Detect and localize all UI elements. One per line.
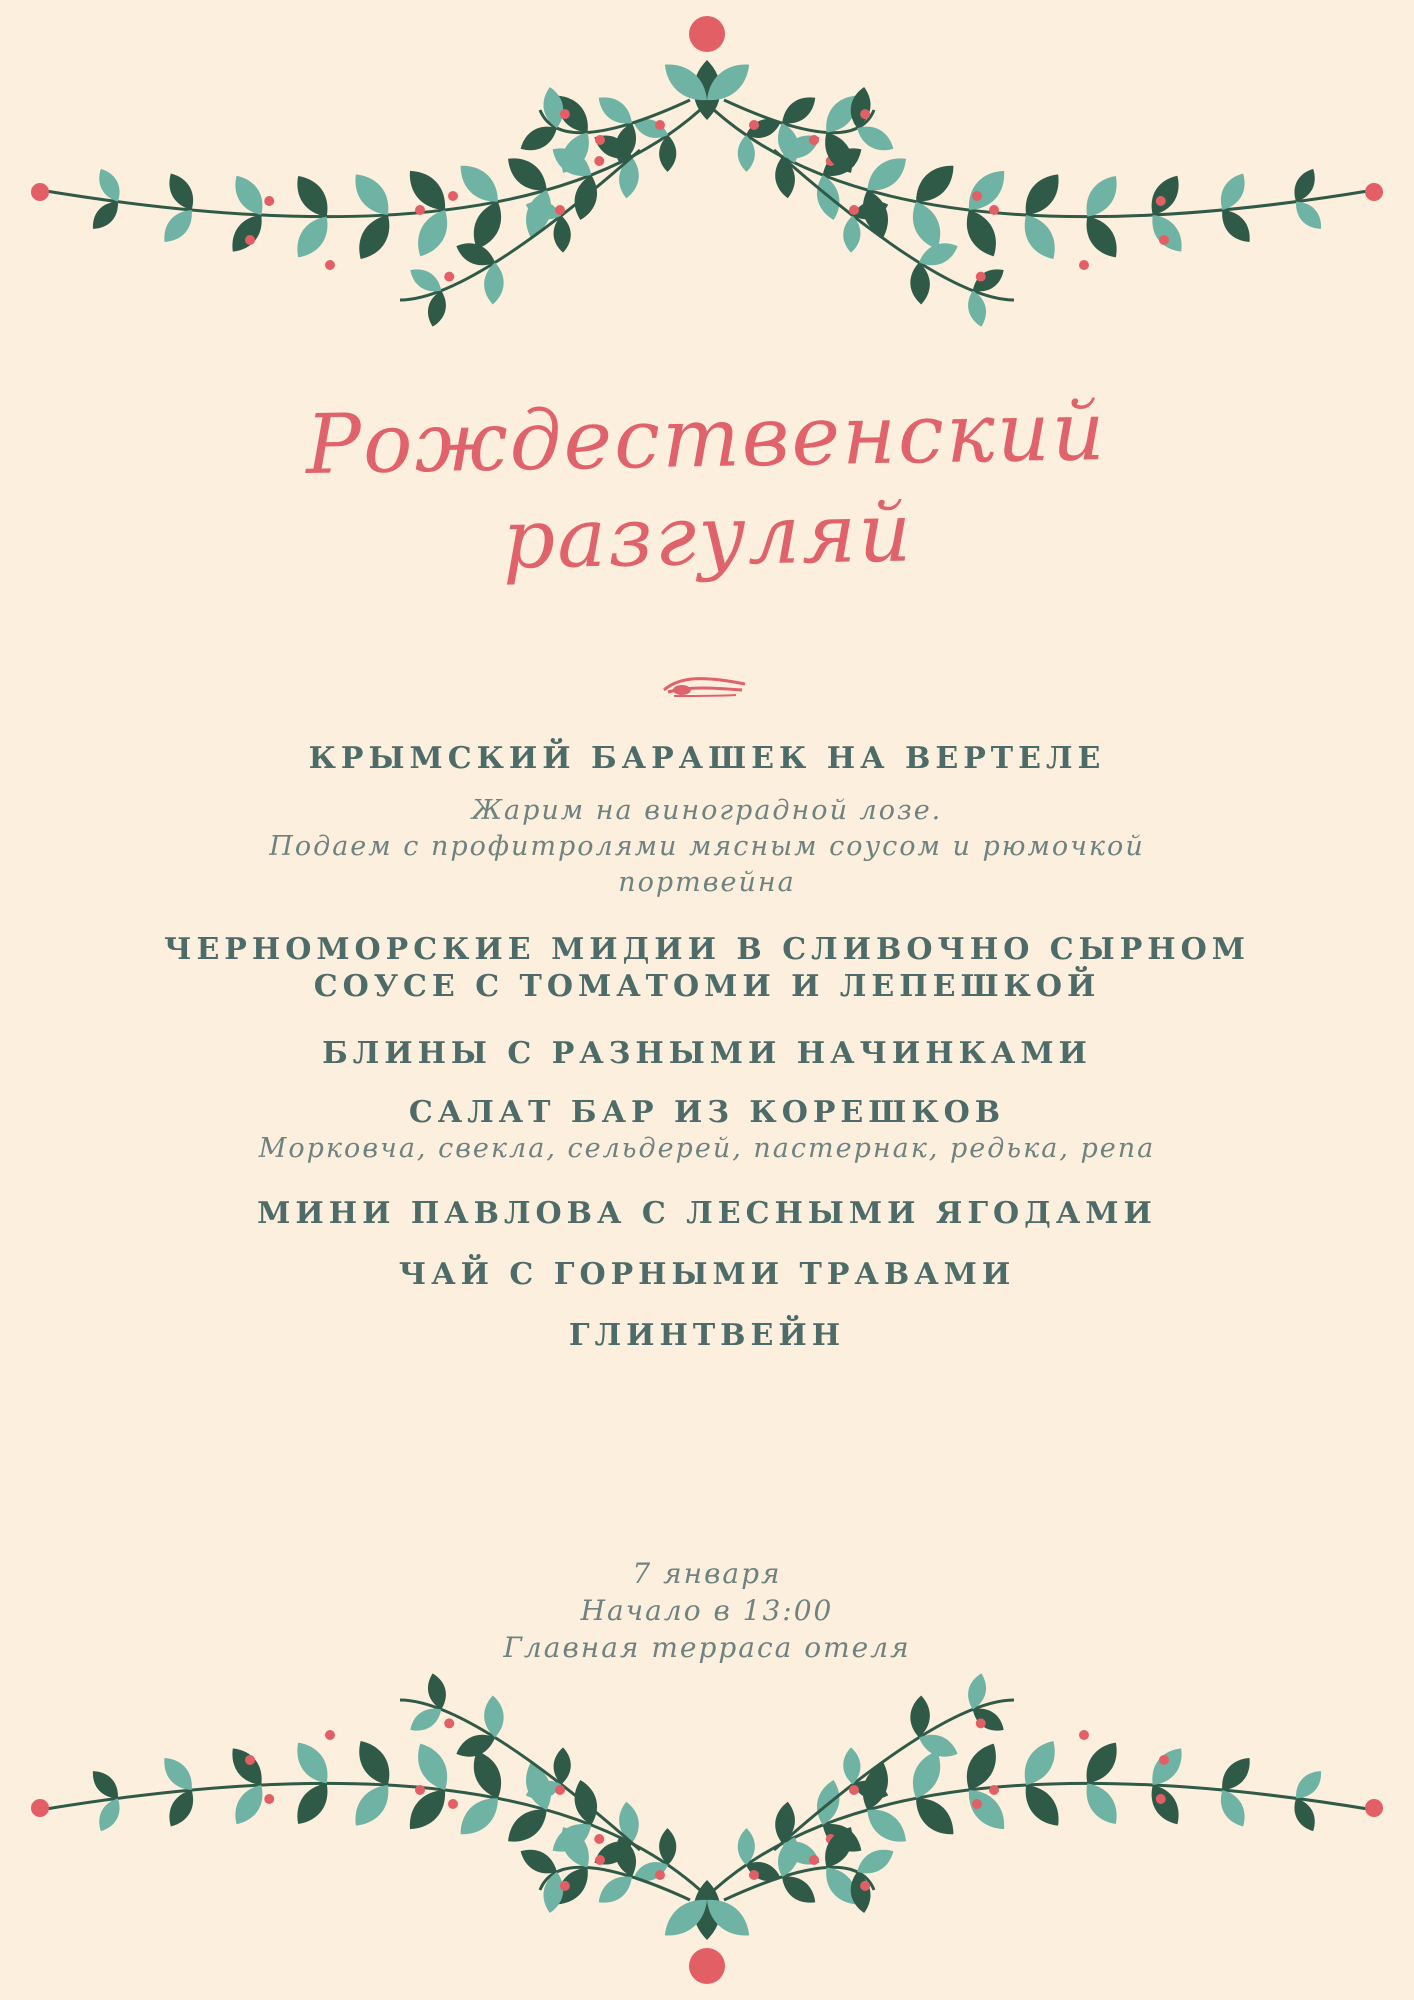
leaf-icon (848, 85, 874, 129)
berry-icon (448, 1799, 458, 1809)
berry-icon (972, 191, 982, 201)
berry-icon (1079, 1730, 1089, 1740)
dish-title: ГЛИНТВЕЙН (568, 1318, 846, 1353)
berry-icon (555, 1785, 565, 1795)
berry-icon (809, 1855, 819, 1865)
event-place: Главная терраса отеля (503, 1631, 911, 1664)
berry-icon (860, 1881, 870, 1891)
menu-item-mussels (0, 931, 1414, 1005)
menu-item-pavlova (0, 1195, 1414, 1232)
berry-icon (849, 1785, 859, 1795)
berry-icon (809, 135, 819, 145)
berry-icon (689, 1948, 725, 1984)
berry-icon (594, 1834, 604, 1844)
title-line-2: разгуляй (501, 485, 914, 588)
dish-title: КРЫМСКИЙ БАРАШЕК НА ВЕРТЕЛЕ (308, 741, 1106, 776)
berry-icon (989, 205, 999, 215)
berry-icon (1156, 196, 1166, 206)
menu-item-salad-bar (0, 1094, 1414, 1167)
berry-icon (325, 1730, 335, 1740)
berry-icon (555, 205, 565, 215)
berry-icon (415, 1785, 425, 1795)
dish-title: САЛАТ БАР ИЗ КОРЕШКОВ (408, 1095, 1006, 1130)
menu-item-mulled-wine (0, 1317, 1414, 1354)
berry-icon (31, 1799, 49, 1817)
leaf-icon (540, 1870, 566, 1914)
berry-icon (595, 1855, 605, 1865)
dish-title: БЛИНЫ С РАЗНЫМИ НАЧИНКАМИ (322, 1036, 1092, 1071)
berry-icon (245, 235, 255, 245)
poster-title (0, 378, 1414, 599)
title-line-1: Рождественский (305, 384, 1108, 493)
berry-icon (989, 1785, 999, 1795)
top-garland-decoration (0, 0, 1414, 330)
dish-description-line: Жарим на виноградной лозе. (471, 795, 943, 826)
berry-icon (689, 16, 725, 52)
menu-item-lamb (0, 740, 1414, 901)
berry-icon (264, 196, 274, 206)
berry-icon (976, 272, 986, 282)
berry-icon (1365, 183, 1383, 201)
dish-title-line: ЧЕРНОМОРСКИЕ МИДИИ В СЛИВОЧНО СЫРНОМ (164, 932, 1250, 967)
dish-title: МИНИ ПАВЛОВА С ЛЕСНЫМИ ЯГОДАМИ (257, 1196, 1157, 1231)
berry-icon (1079, 260, 1089, 270)
berry-icon (415, 205, 425, 215)
berry-icon (594, 156, 604, 166)
berry-icon (1159, 1755, 1169, 1765)
berry-icon (245, 1755, 255, 1765)
event-date: 7 января (632, 1557, 782, 1590)
berry-icon (448, 191, 458, 201)
dish-description-line: портвейна (618, 867, 796, 898)
dish-title-line: СОУСЕ С ТОМАТОМИ И ЛЕПЕШКОЙ (313, 969, 1101, 1004)
berry-icon (31, 183, 49, 201)
dish-description-line: Подаем с профитролями мясным соусом и рюмочкой (269, 831, 1145, 862)
berry-icon (749, 120, 759, 130)
berry-icon (1156, 1794, 1166, 1804)
berry-icon (655, 120, 665, 130)
swirl-divider-icon (660, 672, 750, 702)
berry-icon (749, 1870, 759, 1880)
berry-icon (655, 1870, 665, 1880)
berry-icon (444, 1718, 454, 1728)
leaf-icon (848, 1870, 874, 1914)
berry-icon (264, 1794, 274, 1804)
menu-item-tea (0, 1256, 1414, 1293)
berry-icon (1365, 1799, 1383, 1817)
berry-icon (860, 109, 870, 119)
berry-icon (976, 1718, 986, 1728)
event-info (0, 1555, 1414, 1666)
berry-icon (972, 1799, 982, 1809)
berry-icon (560, 109, 570, 119)
berry-icon (560, 1881, 570, 1891)
dish-title: ЧАЙ С ГОРНЫМИ ТРАВАМИ (398, 1257, 1016, 1292)
bottom-garland-decoration (0, 1670, 1414, 2000)
dish-description-line: Морковча, свекла, сельдерей, пастернак, редька, репа (258, 1133, 1156, 1164)
berry-icon (1159, 235, 1169, 245)
berry-icon (325, 260, 335, 270)
menu-item-blini (0, 1035, 1414, 1072)
event-time: Начало в 13:00 (580, 1594, 834, 1627)
leaf-icon (540, 85, 566, 129)
berry-icon (849, 205, 859, 215)
berry-icon (444, 272, 454, 282)
menu-list (0, 740, 1414, 1354)
berry-icon (595, 135, 605, 145)
